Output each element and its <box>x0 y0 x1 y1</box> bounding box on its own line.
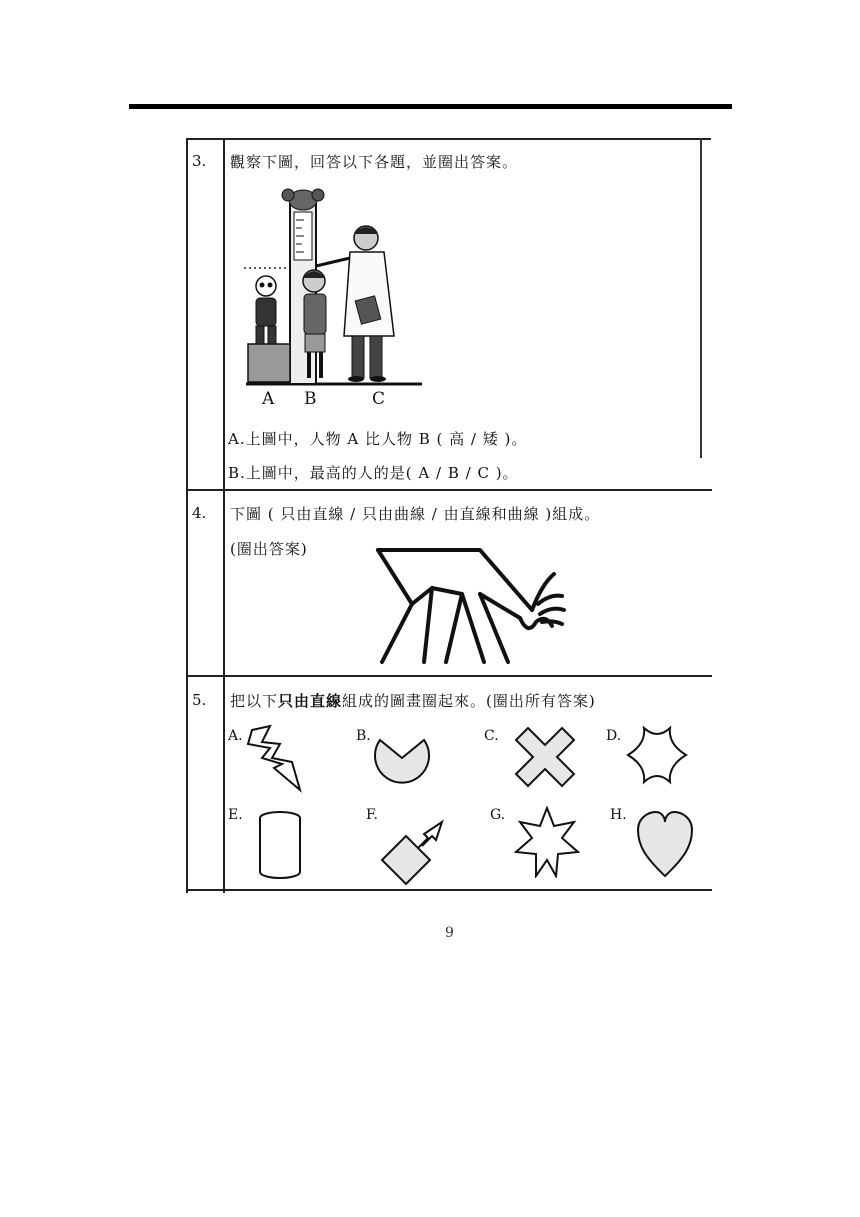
deer-line-drawing <box>372 544 572 668</box>
question-3-part-b: B.上圖中，最高的人的是( A / B / C )。 <box>228 464 519 482</box>
figure-label-a: A <box>262 389 275 409</box>
height-measurement-illustration <box>244 186 424 396</box>
seven-point-star-shape[interactable] <box>514 806 580 878</box>
question-5-number: 5. <box>192 691 207 709</box>
option-c-label: C. <box>484 728 499 744</box>
table-border-bottom <box>186 889 712 891</box>
figure-label-b: B <box>304 389 317 409</box>
instruction-part-2: 組成的圖畫圈起來。(圈出所有答案) <box>342 692 596 710</box>
option-h-label: H. <box>610 807 627 823</box>
page-number: 9 <box>445 925 454 941</box>
question-4-instruction: 下圖 ( 只由直線 / 只由曲線 / 由直線和曲線 )組成。 <box>230 505 601 523</box>
top-rule <box>129 104 732 109</box>
question-5-instruction <box>230 690 596 711</box>
option-a-label: A. <box>228 728 243 744</box>
cylinder-shape[interactable] <box>256 810 304 882</box>
lightning-bolt-shape[interactable] <box>244 722 308 794</box>
option-e-label: E. <box>228 807 243 823</box>
question-4-number: 4. <box>192 504 207 522</box>
question-4-note: (圈出答案) <box>230 540 308 558</box>
option-f-label: F. <box>366 807 378 823</box>
square-arrow-shape[interactable] <box>378 814 450 886</box>
table-border-left <box>186 138 188 893</box>
instruction-emphasis: 只由直線 <box>278 692 343 710</box>
instruction-part-1: 把以下 <box>230 692 279 710</box>
worksheet-table <box>186 138 712 893</box>
figure-label-c: C <box>372 389 386 409</box>
heart-shape[interactable] <box>636 810 694 878</box>
question-3-number: 3. <box>192 152 207 170</box>
option-d-label: D. <box>606 728 622 744</box>
row-divider-q4-q5 <box>186 675 712 677</box>
pacman-circle-shape[interactable] <box>372 728 432 788</box>
cross-x-shape[interactable] <box>514 726 576 788</box>
option-b-label: B. <box>356 728 371 744</box>
option-g-label: G. <box>490 807 506 823</box>
table-column-divider <box>223 138 225 893</box>
curved-square-shape[interactable] <box>624 724 690 786</box>
row-divider-q3-q4 <box>186 489 712 491</box>
question-3-instruction: 觀察下圖，回答以下各題，並圈出答案。 <box>230 153 519 171</box>
table-border-right <box>700 138 702 458</box>
table-border-top <box>186 138 711 140</box>
question-3-part-a: A.上圖中，人物 A 比人物 B ( 高 / 矮 )。 <box>228 430 528 448</box>
